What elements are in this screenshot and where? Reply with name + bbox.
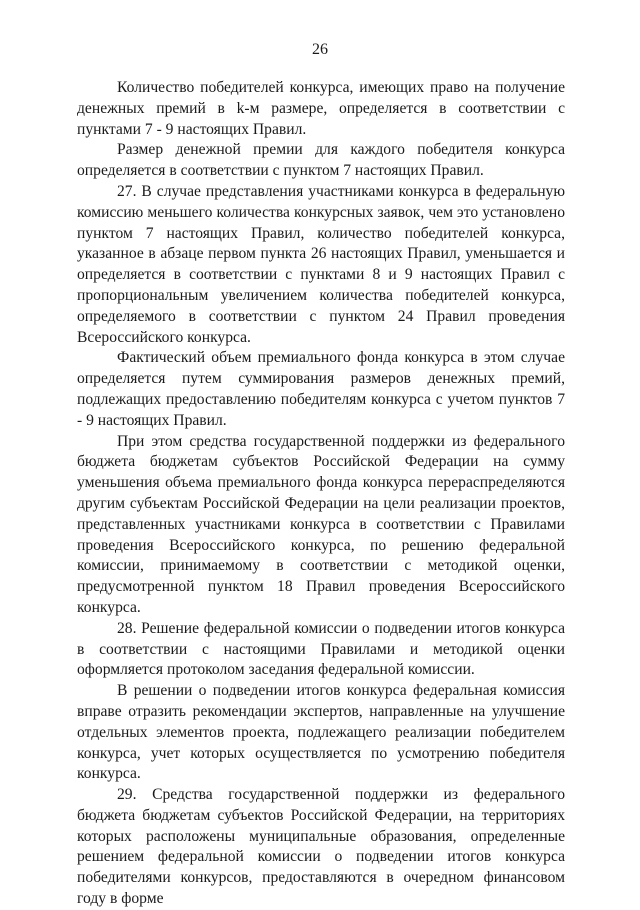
paragraph: При этом средства государственной поддержки из федерального бюджета бюджетам субъектов Российской Федерации на сумму уменьшения объема премиального фонда конкурса перераспределяются другим субъектам Российской Федерации на цели реализации проектов, представленных участниками конкурса в соответствии с Правилами проведения Всероссийского конкурса, по решению федеральной комиссии, принимаемому в соответствии с методикой оценки, предусмотренной пунктом 18 Правил проведения Всероссийского конкурса.: [77, 432, 565, 616]
document-body: [77, 78, 565, 910]
paragraph: Фактический объем премиального фонда конкурса в этом случае определяется путем суммирования размеров денежных премий, подлежащих предоставлению победителям конкурса с учетом пунктов 7 - 9 настоящих Правил.: [77, 349, 565, 429]
paragraph: Размер денежной премии для каждого победителя конкурса определяется в соответствии с пунктом 7 настоящих Правил.: [77, 141, 565, 180]
paragraph: 27. В случае представления участниками конкурса в федеральную комиссию меньшего количества конкурсных заявок, чем это установлено пунктом 7 настоящих Правил, количество победителей конкурса, указанное в абзаце первом пункта 26 настоящих Правил, уменьшается и определяется в соответствии с пунктами 8 и 9 настоящих Правил с пропорциональным увеличением количества победителей конкурса, определяемого в соответствии с пунктом 24 Правил проведения Всероссийского конкурса.: [77, 182, 565, 346]
page-number: 26: [312, 41, 328, 58]
paragraph: В решении о подведении итогов конкурса федеральная комиссия вправе отразить рекомендации экспертов, направленные на улучшение отдельных элементов проекта, подлежащего реализации победителем конкурса, учет которых осуществляется по усмотрению победителя конкурса.: [77, 682, 565, 783]
paragraph: Количество победителей конкурса, имеющих право на получение денежных премий в k-м размере, определяется в соответствии с пунктами 7 - 9 настоящих Правил.: [77, 79, 565, 138]
paragraph: 29. Средства государственной поддержки из федерального бюджета бюджетам субъектов Российской Федерации, на территориях которых расположены муниципальные образования, определенные решением федеральной комиссии о подведении итогов конкурса победителями конкурсов, предоставляются в очередном финансовом году в форме: [77, 786, 565, 908]
paragraph: 28. Решение федеральной комиссии о подведении итогов конкурса в соответствии с настоящими Правилами и методикой оценки оформляется протоколом заседания федеральной комиссии.: [77, 619, 565, 679]
